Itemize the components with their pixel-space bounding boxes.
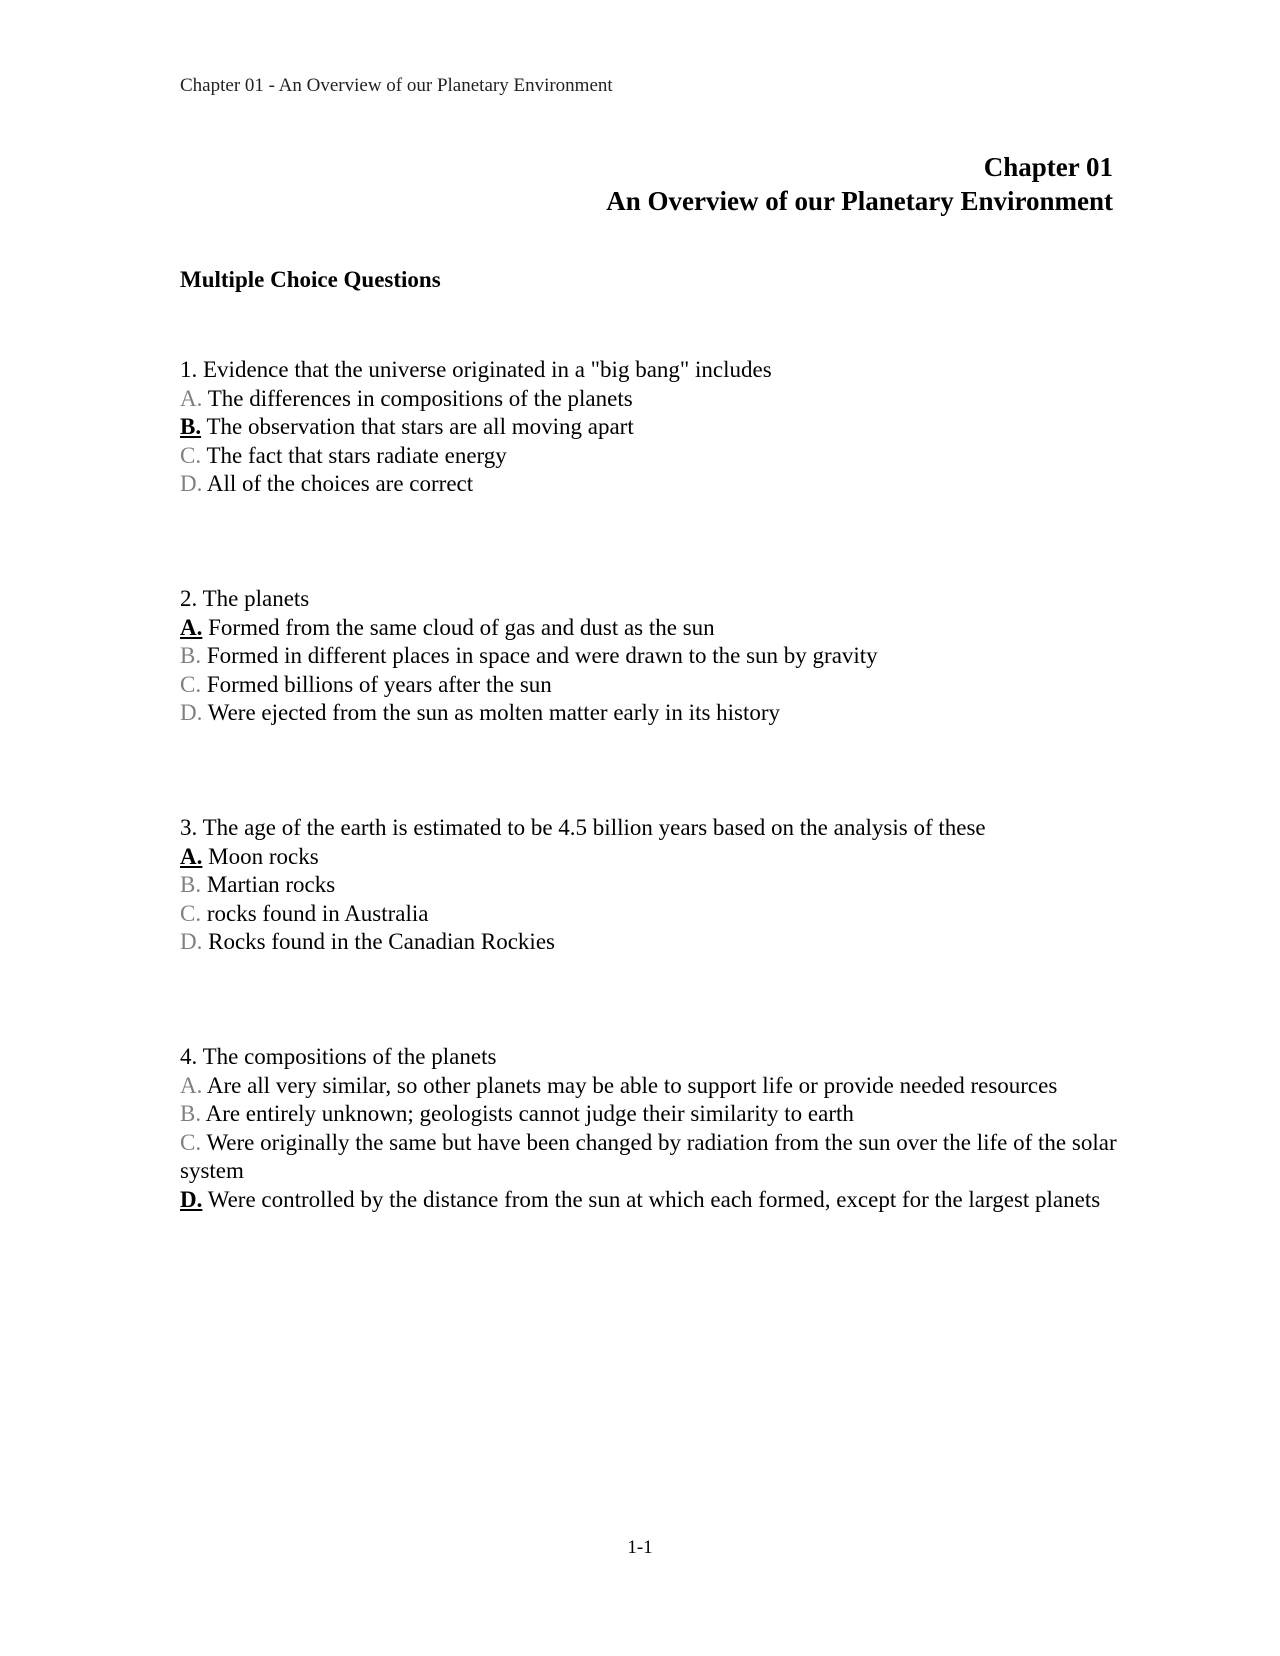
question-stem: 1. Evidence that the universe originated in a "big bang" includes <box>180 357 772 382</box>
answer-option <box>180 470 1120 499</box>
answer-option <box>180 1072 1120 1101</box>
answer-option-correct <box>180 413 1120 442</box>
question-stem: 2. The planets <box>180 585 310 611</box>
option-letter: D. <box>180 700 203 726</box>
answer-option <box>180 385 1120 414</box>
option-letter: B. <box>180 872 202 898</box>
option-text: The differences in compositions of the planets <box>207 385 633 411</box>
answer-option <box>180 871 1120 900</box>
option-letter-correct: A. <box>180 843 203 869</box>
option-letter: B. <box>180 643 202 669</box>
answer-option <box>180 699 1120 728</box>
option-letter-correct: B. <box>180 414 202 440</box>
option-letter: D. <box>180 471 203 497</box>
option-text: All of the choices are correct <box>206 471 474 497</box>
chapter-number: Chapter 01 <box>983 152 1113 182</box>
option-text: rocks found in Australia <box>206 900 429 926</box>
option-letter: A. <box>180 385 203 411</box>
answer-option <box>180 1129 1120 1186</box>
question-4 <box>180 1043 1120 1215</box>
answer-option <box>180 671 1120 700</box>
answer-option <box>180 442 1120 471</box>
option-letter: C. <box>180 900 202 926</box>
option-letter: C. <box>180 1129 202 1155</box>
option-letter: B. <box>180 1101 202 1127</box>
option-letter: A. <box>180 1072 203 1098</box>
option-letter: C. <box>180 671 202 697</box>
option-letter: D. <box>180 929 203 955</box>
option-letter-correct: A. <box>180 614 203 640</box>
running-header: Chapter 01 - An Overview of our Planetary Environment <box>180 75 613 96</box>
question-2 <box>180 585 1120 728</box>
option-text: Were ejected from the sun as molten matter early in its history <box>207 700 781 726</box>
question-3 <box>180 814 1120 957</box>
page-number: 1-1 <box>627 1537 653 1558</box>
option-text: Moon rocks <box>208 843 319 869</box>
option-letter: C. <box>180 442 202 468</box>
answer-option <box>180 1100 1120 1129</box>
option-text: Formed billions of years after the sun <box>206 671 552 697</box>
chapter-title <box>606 150 1113 218</box>
option-text: Were originally the same but have been changed by radiation from the sun over the life of the solar system <box>180 1129 1117 1184</box>
answer-option-correct <box>180 614 1120 643</box>
option-text: Formed in different places in space and were drawn to the sun by gravity <box>206 643 878 669</box>
chapter-subtitle: An Overview of our Planetary Environment <box>606 186 1113 216</box>
question-stem: 3. The age of the earth is estimated to be 4.5 billion years based on the analysis of these <box>180 814 986 840</box>
answer-option-correct <box>180 1186 1120 1215</box>
option-text: Are all very similar, so other planets may be able to support life or provide needed resources <box>206 1072 1058 1098</box>
option-text: The observation that stars are all moving apart <box>206 414 634 440</box>
option-text: Rocks found in the Canadian Rockies <box>208 929 555 955</box>
answer-option <box>180 928 1120 957</box>
option-text: The fact that stars radiate energy <box>206 442 507 468</box>
answer-option <box>180 642 1120 671</box>
option-text: Formed from the same cloud of gas and dust as the sun <box>208 614 715 640</box>
option-text: Are entirely unknown; geologists cannot judge their similarity to earth <box>205 1101 854 1127</box>
question-stem: 4. The compositions of the planets <box>180 1043 497 1069</box>
answer-option <box>180 900 1120 929</box>
section-heading: Multiple Choice Questions <box>180 267 441 292</box>
answer-option-correct <box>180 843 1120 872</box>
option-letter-correct: D. <box>180 1186 203 1212</box>
question-1 <box>180 356 1120 499</box>
option-text: Martian rocks <box>206 872 336 898</box>
option-text: Were controlled by the distance from the sun at which each formed, except for the largest planets <box>207 1186 1101 1212</box>
question-list <box>180 356 1120 1214</box>
